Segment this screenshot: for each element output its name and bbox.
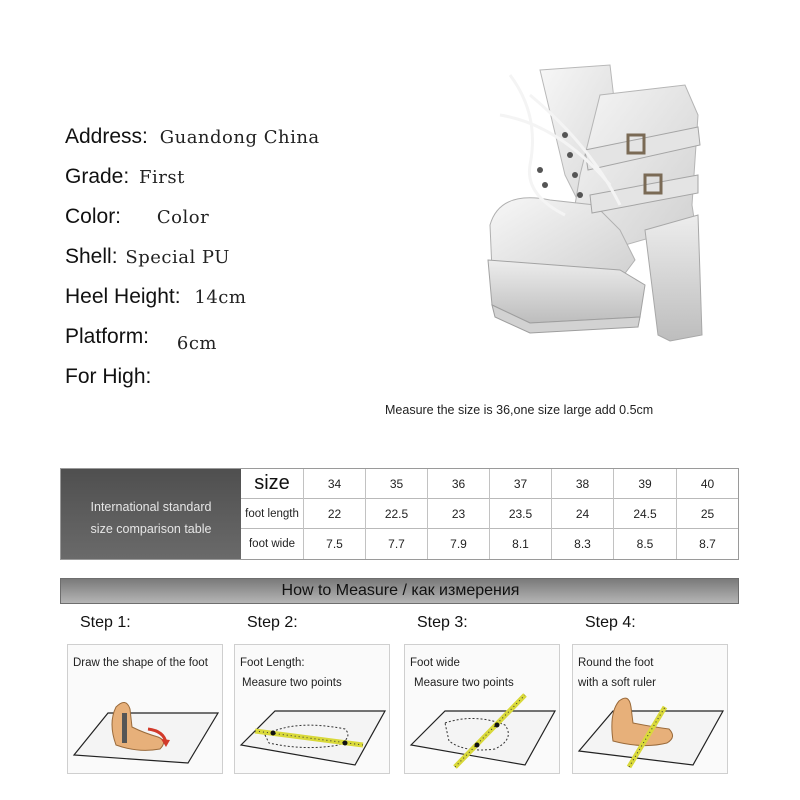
spec-color	[65, 206, 209, 227]
spec-label: Platform:	[65, 325, 150, 348]
step-label: Step 1:	[80, 614, 131, 631]
measure-header-bar	[60, 578, 739, 604]
row-label-size: size	[254, 472, 290, 494]
spec-label: Color:	[65, 205, 122, 228]
size-cell: 34	[303, 469, 365, 499]
table-row-size	[241, 469, 738, 499]
measure-title: How to Measure / как измерения	[281, 582, 520, 599]
step-desc-line2: Measure two points	[414, 677, 514, 689]
step-description	[410, 653, 514, 693]
wide-cell: 7.9	[427, 529, 489, 559]
table-row-foot-length	[241, 499, 738, 529]
step-label: Step 4:	[585, 614, 636, 631]
platform-boots-icon	[470, 55, 730, 345]
boots-image	[470, 55, 730, 345]
length-cell: 22	[303, 499, 365, 529]
soft-ruler-icon	[573, 693, 729, 773]
step-desc-line2: with a soft ruler	[578, 677, 656, 689]
step-desc-line1: Foot wide	[410, 657, 460, 669]
row-label-foot-wide: foot wide	[248, 538, 296, 550]
size-cell: 39	[613, 469, 676, 499]
spec-heel-height	[65, 286, 246, 307]
spec-label: Grade:	[65, 165, 130, 188]
foot-width-ruler-icon	[405, 693, 561, 773]
size-table-title-cell	[61, 469, 241, 559]
spec-value: First	[139, 167, 185, 188]
spec-label: Shell:	[65, 245, 118, 268]
step-2	[227, 614, 387, 689]
how-to-measure-section	[60, 578, 739, 790]
spec-value: Special PU	[125, 247, 230, 268]
step-desc-line1: Draw the shape of the foot	[73, 657, 208, 669]
table-row-foot-wide	[241, 529, 738, 559]
row-label-foot-length: foot length	[245, 508, 299, 520]
spec-platform	[65, 325, 217, 354]
foot-length-ruler-icon	[235, 693, 391, 773]
length-cell: 23	[427, 499, 489, 529]
step-label: Step 2:	[247, 614, 298, 631]
size-cell: 37	[489, 469, 551, 499]
spec-value: Guandong China	[159, 127, 320, 148]
spec-for-high	[65, 366, 151, 387]
length-cell: 23.5	[489, 499, 551, 529]
step-description	[578, 653, 656, 693]
foot-outline-icon	[68, 693, 224, 773]
size-cell: 40	[676, 469, 738, 499]
step-description	[73, 653, 208, 673]
step-desc-line1: Foot Length:	[240, 657, 305, 669]
step-3	[397, 614, 557, 689]
size-cell: 36	[427, 469, 489, 499]
step-card	[404, 644, 560, 774]
wide-cell: 8.7	[676, 529, 738, 559]
length-cell: 24	[551, 499, 613, 529]
step-4	[565, 614, 725, 689]
size-table-title-line2: size comparison table	[90, 522, 212, 536]
length-cell: 25	[676, 499, 738, 529]
step-label: Step 3:	[417, 614, 468, 631]
spec-address	[65, 126, 320, 147]
size-cell: 35	[365, 469, 427, 499]
wide-cell: 8.5	[613, 529, 676, 559]
length-cell: 22.5	[365, 499, 427, 529]
spec-value: 14cm	[194, 287, 247, 308]
size-comparison-table	[60, 468, 739, 560]
spec-label: For High:	[65, 365, 152, 388]
step-card	[572, 644, 728, 774]
wide-cell: 7.5	[303, 529, 365, 559]
spec-shell	[65, 246, 230, 267]
step-card	[67, 644, 223, 774]
spec-grade	[65, 166, 185, 187]
length-cell: 24.5	[613, 499, 676, 529]
step-1	[60, 614, 220, 669]
size-grid	[241, 469, 738, 559]
step-desc-line2: Measure two points	[242, 677, 342, 689]
size-table-title	[61, 496, 241, 540]
size-note: Measure the size is 36,one size large add 0.5cm	[385, 403, 654, 417]
step-card	[234, 644, 390, 774]
spec-value: 6cm	[176, 333, 217, 354]
spec-label: Heel Height:	[65, 285, 181, 308]
step-desc-line1: Round the foot	[578, 657, 654, 669]
wide-cell: 7.7	[365, 529, 427, 559]
size-cell: 38	[551, 469, 613, 499]
wide-cell: 8.3	[551, 529, 613, 559]
size-table-title-line1: International standard	[90, 500, 212, 514]
step-description	[240, 653, 342, 693]
wide-cell: 8.1	[489, 529, 551, 559]
spec-label: Address:	[65, 125, 148, 148]
spec-value: Color	[156, 207, 210, 228]
